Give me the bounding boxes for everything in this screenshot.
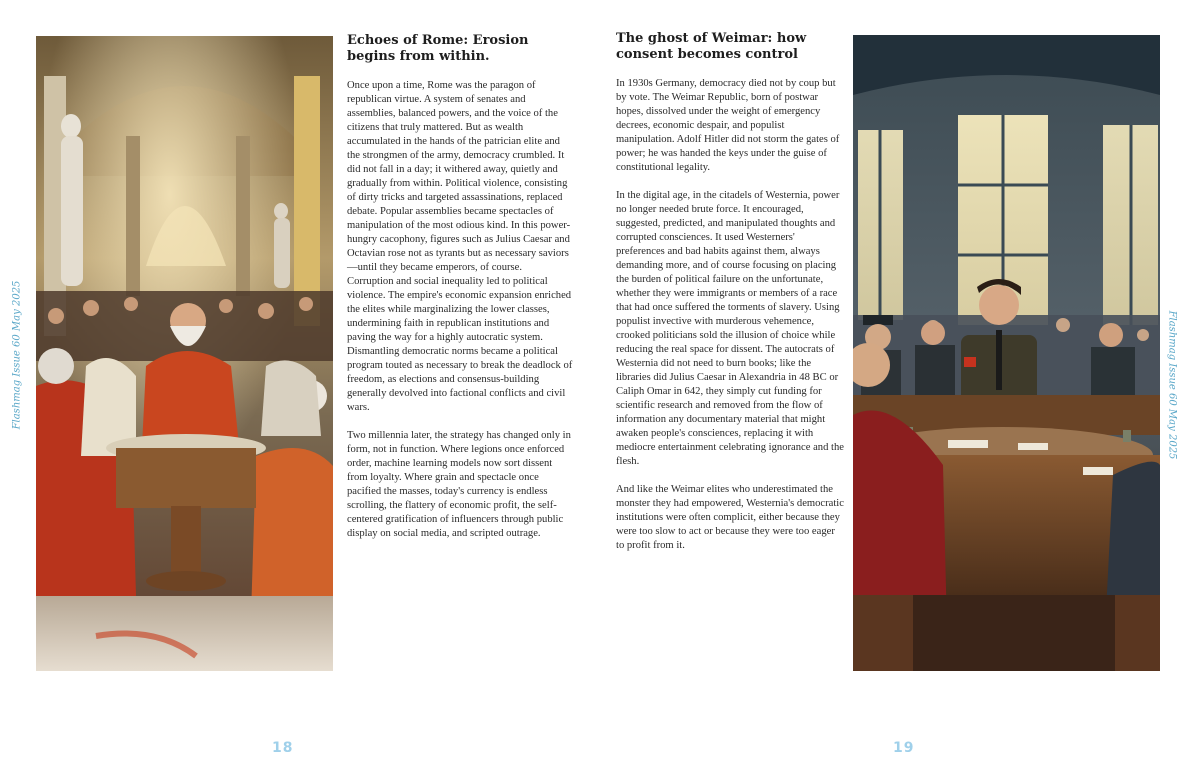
rome-article [347, 33, 575, 555]
rome-paragraph-1: Once upon a time, Rome was the paragon of republican virtue. A system of senates and assemblies, balanced powers, and the voice of the citizens that truly mattered. But as wealth accumulated in the hands of the patrician elite and the strongmen of the army, democracy crumbled. It did not fall in a day; it withered away, quietly and gradually from within. Political violence, consisting of dirty tricks and targeted assassinations, replaced debate. Popular assemblies became spectacles of manipulation of the most odious kind. In this power-hungry cacophony, figures such as Julius Caesar and Octavian rose not as tyrants but as necessary saviors—until they became emperors, of course. [347, 80, 571, 273]
page-number-right: 19 [893, 740, 915, 756]
weimar-paragraph-3: And like the Weimar elites who underestimated the monster they had empowered, Westernia's democratic institutions were often complicit, either because they were too slow to act or because they were too eager to profit from it. [616, 484, 844, 551]
weimar-article-title: The ghost of Weimar: how consent becomes control [616, 31, 807, 62]
issue-label-right: Flashmag Issue 60 May 2025 [1166, 310, 1178, 460]
weimar-paragraph-1: In 1930s Germany, democracy died not by coup but by vote. The Weimar Republic, born of postwar hopes, dissolved under the weight of emergency decrees, economic despair, and populist manipulation. Adolf Hitler did not storm the gates of power; he was handed the keys under the guise of constitutional legality. [616, 78, 840, 173]
weimar-paragraph-2: In the digital age, in the citadels of Westernia, power no longer needed brute force. It encouraged, suggested, predicted, and manipulated thoughts and corrupted consciences. It used Westerners' preferences and bad habits against them, always demanding more, and of course focusing on placing the burden of political failure on the unfortunate, whether they were immigrants or members of a race that had once suffered the torments of slavery. Using populist invective with murderous vehemence, crooked politicians sold the illusion of choice while reducing the real space for dissent. The autocrats of Westernia did not need to burn books; like the libraries did Julius Caesar in Alexandria in 48 BC or Caliph Omar in 642, they simply cut funding for scientific research and removed from the flow of information any documentary material that might awaken people's consciences, replacing it with mediocre entertainment celebrating ignorance and the flesh. [616, 190, 844, 467]
roman-senate-painting [36, 36, 333, 671]
issue-label-left: Flashmag Issue 60 May 2025 [11, 280, 23, 430]
rome-paragraph-2: Corruption and social inequality led to political violence. The empire's economic expansion enriched the elites while marginalizing the lower classes, undermining faith in republican institutions and paving the way for a highly autocratic system. Dismantling democratic norms became a political program touted as necessary to break the deadlock of freedom, as elections and consensus-building generally devolved into factional conflicts and civil wars. [347, 276, 573, 413]
weimar-assembly-painting [853, 35, 1160, 671]
rome-paragraph-3: Two millennia later, the strategy has changed only in form, not in function. Where legions once enforced order, machine learning models now sort dissent from loyalty. Where grain and spectacle once pacified the masses, today's currency is endless scrolling, the flattery of economic profit, the self-centered gratification of influencers through public display on social media, and scripted outrage. [347, 430, 571, 539]
rome-article-title: Echoes of Rome: Erosion begins from within. [347, 33, 529, 64]
weimar-article [616, 31, 844, 567]
page-number-left: 18 [272, 740, 294, 756]
